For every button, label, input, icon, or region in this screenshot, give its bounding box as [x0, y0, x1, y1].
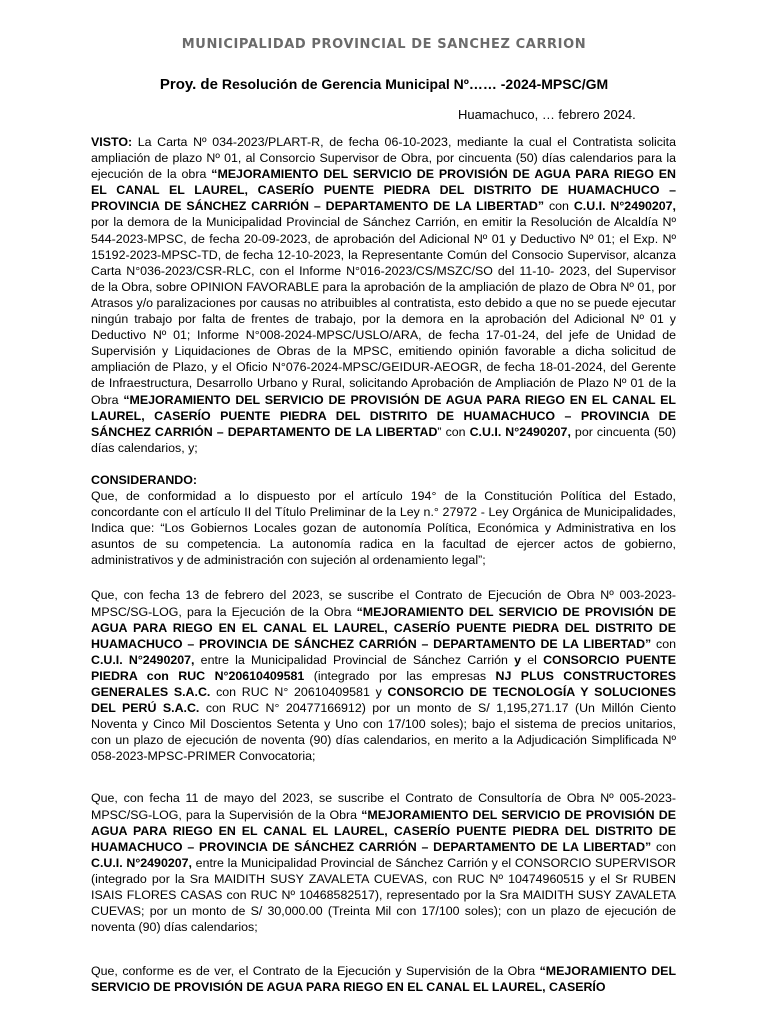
cui-number: C.U.I. N°2490207, — [91, 855, 192, 870]
project-name: “MEJORAMIENTO DEL SERVICIO DE PROVISIÓN DE AGUA PARA RIEGO EN EL CANAL EL LAUREL, CASERÍO — [91, 964, 677, 995]
visto-cui: C.U.I. N°2490207, — [469, 424, 571, 439]
cui-number: C.U.I. N°2490207, — [91, 652, 195, 667]
paragraph-text: (integrado por las empresas — [304, 668, 496, 683]
spacer — [91, 456, 676, 472]
visto-text: por la demora de la Municipalidad Provincial de Sánchez Carrión, en emitir la Resolución de Alcaldía Nº 544-2023-MPSC, de fecha 20-09-2023, de aprobación del Adicional Nº 01 y Deductivo Nº 01; el Exp. Nº 15192-2023-MPSC-TD, de fecha 12-10-2023, la Representante Común del Consocio Supervisor, alcanza Carta N°036-2023/CSR-RLC, con el Informe N°016-2023/CS/MSZC/SO del 11-10- 2023, del Supervisor de la Obra, sobre OPINION FAVORABLE para la aprobación de la ampliación de plazo de Obra Nº 01, por Atrasos y/o paralizaciones por causas no atribuibles al contratista, esto debido a que no se puede ejecutar ningún trabajo por falta de frentes de trabajo, por la demora en la aprobación del Adicional Nº 01 y Deductivo Nº 01; Informe N°008-2024-MPSC/USLO/ARA, de fecha 17-01-24, del jefe de Unidad de Supervisión y Liquidaciones de Obras de la MPSC, emitiendo opinión favorable a dicha solicitud de ampliación de Plazo, y el Oficio N°076-2024-MPSC/GEIDUR-AEOGR, de fecha 18-01-2024, del Gerente de Infraestructura, Desarrollo Urbano y Rural, solicitando Aprobación de Ampliación de Plazo Nº 01 de la Obra — [91, 215, 676, 407]
visto-text: con — [544, 199, 574, 214]
conjunction: y — [514, 652, 522, 667]
considerando-label: CONSIDERANDO: — [91, 472, 198, 487]
visto-text: La Carta Nº 034-2023/PLART-R, de fecha 06-10-2023, mediante la cual el Contratista solicita ampliación de plazo Nº 01, al Consorcio Supervisor de Obra, por cincuenta (50) días calendarios para la ejecución de la obra — [91, 135, 676, 182]
paragraph-text: con RUC N° 20477166912) por un monto de S/ 1,195,271.17 (Un Millón Ciento Noventa y Cinco Mil Doscientos Setenta y Uno con 17/100 soles); bajo el sistema de precios unitarios, con un plazo de ejecución de noventa (90) días calendarios, en merito a la Adjudicación Simplificada Nº 058-2023-MPSC-PRIMER Convocatoria; — [91, 701, 676, 764]
visto-text: ” con — [437, 424, 470, 439]
considerando-paragraph-3 — [91, 790, 676, 935]
project-name: “MEJORAMIENTO DEL SERVICIO DE PROVISIÓN DE AGUA PARA RIEGO EN EL CANAL EL LAUREL, CASERÍO PUENTE PIEDRA DEL DISTRITO DE HUAMACHUCO – PROVINCIA DE SÁNCHEZ CARRIÓN – DEPARTAMENTO DE LA LIBERTAD” — [91, 604, 676, 651]
paragraph-text: Que, con fecha 11 de mayo del 2023, se suscribe el Contrato de Consultoría de Obra Nº 005-2023-MPSC/SG-LOG, para la Supervisión de la Obra — [91, 791, 676, 822]
dateline: Huamachuco, … febrero 2024. — [458, 107, 636, 122]
spacer — [91, 568, 676, 587]
considerando-paragraph-1: Que, de conformidad a lo dispuesto por el artículo 194° de la Constitución Política del Estado, concordante con el artículo II del Título Preliminar de la Ley n.° 27972 - Ley Orgánica de Municipalidades, Indica que: “Los Gobiernos Locales gozan de autonomía Política, Económica y Administrativa en los asuntos de su competencia. La autonomía radica en la facultad de ejercer actos de gobierno, administrativos y de administración con sujeción al ordenamiento legal”; — [91, 488, 676, 568]
project-name: “MEJORAMIENTO DEL SERVICIO DE PROVISIÓN DE AGUA PARA RIEGO EN EL CANAL EL LAUREL, CASERÍO PUENTE PIEDRA DEL DISTRITO DE HUAMACHUCO – PROVINCIA DE SÁNCHEZ CARRIÓN – DEPARTAMENTO DE LA LIBERTAD” — [91, 807, 676, 854]
visto-text: por cincuenta (50) días calendarios, y; — [91, 424, 676, 455]
paragraph-text: Que, conforme es de ver, el Contrato de la Ejecución y Supervisión de la Obra — [91, 964, 540, 979]
company-name: NJ PLUS CONSTRUCTORES GENERALES S.A.C. — [91, 668, 676, 699]
company-name: CONSORCIO DE TECNOLOGÍA Y SOLUCIONES DEL PERÚ S.A.C. — [91, 685, 676, 716]
institution-header: MUNICIPALIDAD PROVINCIAL DE SANCHEZ CARRION — [181, 37, 587, 52]
resolution-title — [0, 76, 768, 93]
visto-project-name: “MEJORAMIENTO DEL SERVICIO DE PROVISIÓN DE AGUA PARA RIEGO EN EL CANAL EL LAUREL, CASERÍO PUENTE PIEDRA DEL DISTRITO DE HUAMACHUCO – PROVINCIA DE SÁNCHEZ CARRIÓN – DEPARTAMENTO DE LA LIBERTAD” — [91, 167, 676, 214]
considerando-paragraph-4 — [91, 963, 676, 995]
paragraph-text: con — [651, 636, 676, 651]
paragraph-text: el — [521, 652, 544, 667]
paragraph-text: entre la Municipalidad Provincial de Sánchez Carrión — [194, 652, 515, 667]
document-body — [91, 134, 676, 996]
consortium-name: CONSORCIO PUENTE PIEDRA con RUC N°20610409581 — [91, 652, 676, 683]
paragraph-text: entre la Municipalidad Provincial de Sánchez Carrión y el CONSORCIO SUPERVISOR (integrado por la Sra MAIDITH SUSY ZAVALETA CUEVAS, con RUC Nº 10474960515 y el Sr RUBEN ISAIS FLORES CASAS con RUC Nº 10468582517), representado por la Sra MAIDITH SUSY ZAVALETA CUEVAS; por un monto de S/ 30,000.00 (Treinta Mil con 17/100 soles); con un plazo de ejecución de noventa (90) días calendarios; — [91, 855, 676, 935]
paragraph-text: con RUC N° 20610409581 y — [210, 685, 388, 699]
visto-cui: C.U.I. N°2490207, — [573, 199, 676, 214]
spacer — [91, 764, 676, 790]
visto-project-name: “MEJORAMIENTO DEL SERVICIO DE PROVISIÓN DE AGUA PARA RIEGO EN EL CANAL EL LAUREL, CASERÍO PUENTE PIEDRA DEL DISTRITO DE HUAMACHUCO – PROVINCIA DE SÁNCHEZ CARRIÓN – DEPARTAMENTO DE LA LIBERTAD — [91, 392, 676, 439]
spacer — [91, 935, 676, 963]
title-proy: Proy. de — [159, 76, 218, 93]
visto-label: VISTO: — [91, 135, 133, 149]
considerando-paragraph-2 — [91, 587, 676, 764]
considerando-heading — [91, 472, 676, 488]
paragraph-text: con — [651, 839, 676, 854]
paragraph-text: Que, con fecha 13 de febrero del 2023, se suscribe el Contrato de Ejecución de Obra Nº 003-2023-MPSC/SG-LOG, para la Ejecución de la Obra — [91, 588, 676, 619]
title-rest: Resolución de Gerencia Municipal Nº…… -2024-MPSC/GM — [217, 76, 609, 92]
visto-paragraph — [91, 134, 676, 456]
